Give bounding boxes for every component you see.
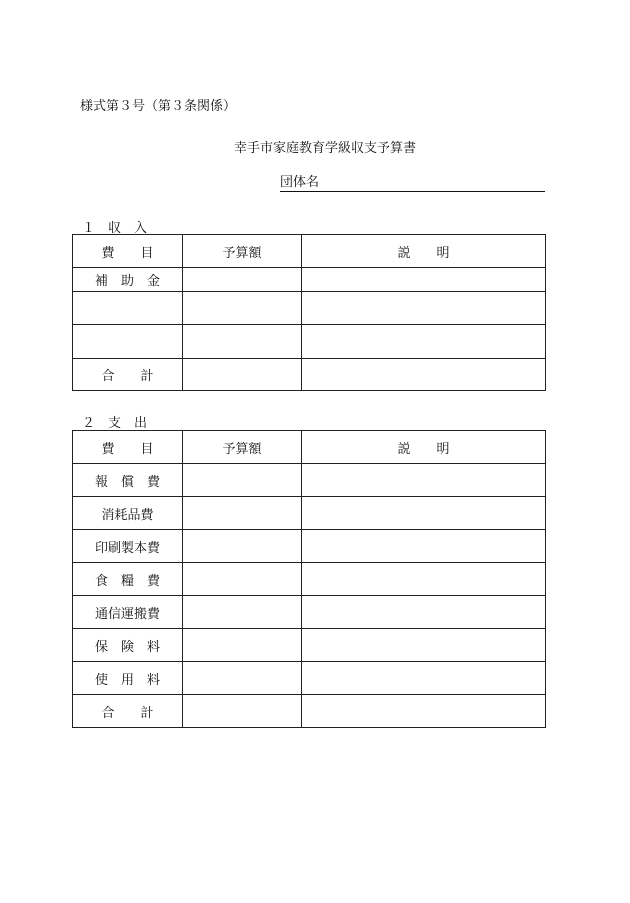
table-row [73, 325, 546, 359]
table-row [73, 530, 546, 563]
description-cell[interactable] [302, 662, 546, 695]
form-number: 様式第３号（第３条関係） [80, 99, 237, 114]
total-description-cell[interactable] [302, 359, 546, 391]
income-table [72, 234, 546, 391]
total-description-cell[interactable] [302, 695, 546, 728]
item-cell[interactable] [73, 325, 183, 359]
description-cell[interactable] [302, 596, 546, 629]
item-cell: 印刷製本費 [73, 530, 183, 563]
column-header-item: 費 目 [73, 235, 183, 268]
description-cell[interactable] [302, 464, 546, 497]
description-cell[interactable] [302, 497, 546, 530]
amount-cell[interactable] [183, 662, 302, 695]
total-amount-cell[interactable] [183, 695, 302, 728]
table-row [73, 292, 546, 325]
item-cell[interactable] [73, 292, 183, 325]
table-row [73, 629, 546, 662]
amount-cell[interactable] [183, 596, 302, 629]
table-row [73, 464, 546, 497]
item-cell: 保 険 料 [73, 629, 183, 662]
item-cell: 消耗品費 [73, 497, 183, 530]
item-cell: 報 償 費 [73, 464, 183, 497]
amount-cell[interactable] [183, 292, 302, 325]
income-section-heading: １ 収 入 [82, 221, 148, 236]
table-row [73, 662, 546, 695]
table-row [73, 268, 546, 292]
table-header-row [73, 235, 546, 268]
description-cell[interactable] [302, 268, 546, 292]
total-label: 合 計 [73, 695, 183, 728]
expense-section-heading: ２ 支 出 [82, 416, 148, 431]
description-cell[interactable] [302, 563, 546, 596]
table-row [73, 497, 546, 530]
item-cell: 補 助 金 [73, 268, 183, 292]
item-cell: 通信運搬費 [73, 596, 183, 629]
total-label: 合 計 [73, 359, 183, 391]
column-header-description: 説 明 [302, 431, 546, 464]
total-row [73, 695, 546, 728]
expense-table [72, 430, 546, 728]
organization-label: 団体名 [280, 175, 320, 190]
amount-cell[interactable] [183, 497, 302, 530]
description-cell[interactable] [302, 292, 546, 325]
table-row [73, 563, 546, 596]
amount-cell[interactable] [183, 563, 302, 596]
organization-name-field[interactable] [280, 175, 545, 192]
column-header-description: 説 明 [302, 235, 546, 268]
table-header-row [73, 431, 546, 464]
document-title: 幸手市家庭教育学級収支予算書 [233, 141, 416, 156]
amount-cell[interactable] [183, 325, 302, 359]
description-cell[interactable] [302, 629, 546, 662]
total-row [73, 359, 546, 391]
description-cell[interactable] [302, 530, 546, 563]
description-cell[interactable] [302, 325, 546, 359]
column-header-amount: 予算額 [183, 235, 302, 268]
amount-cell[interactable] [183, 530, 302, 563]
item-cell: 食 糧 費 [73, 563, 183, 596]
column-header-amount: 予算額 [183, 431, 302, 464]
item-cell: 使 用 料 [73, 662, 183, 695]
amount-cell[interactable] [183, 464, 302, 497]
table-row [73, 596, 546, 629]
amount-cell[interactable] [183, 268, 302, 292]
total-amount-cell[interactable] [183, 359, 302, 391]
column-header-item: 費 目 [73, 431, 183, 464]
amount-cell[interactable] [183, 629, 302, 662]
